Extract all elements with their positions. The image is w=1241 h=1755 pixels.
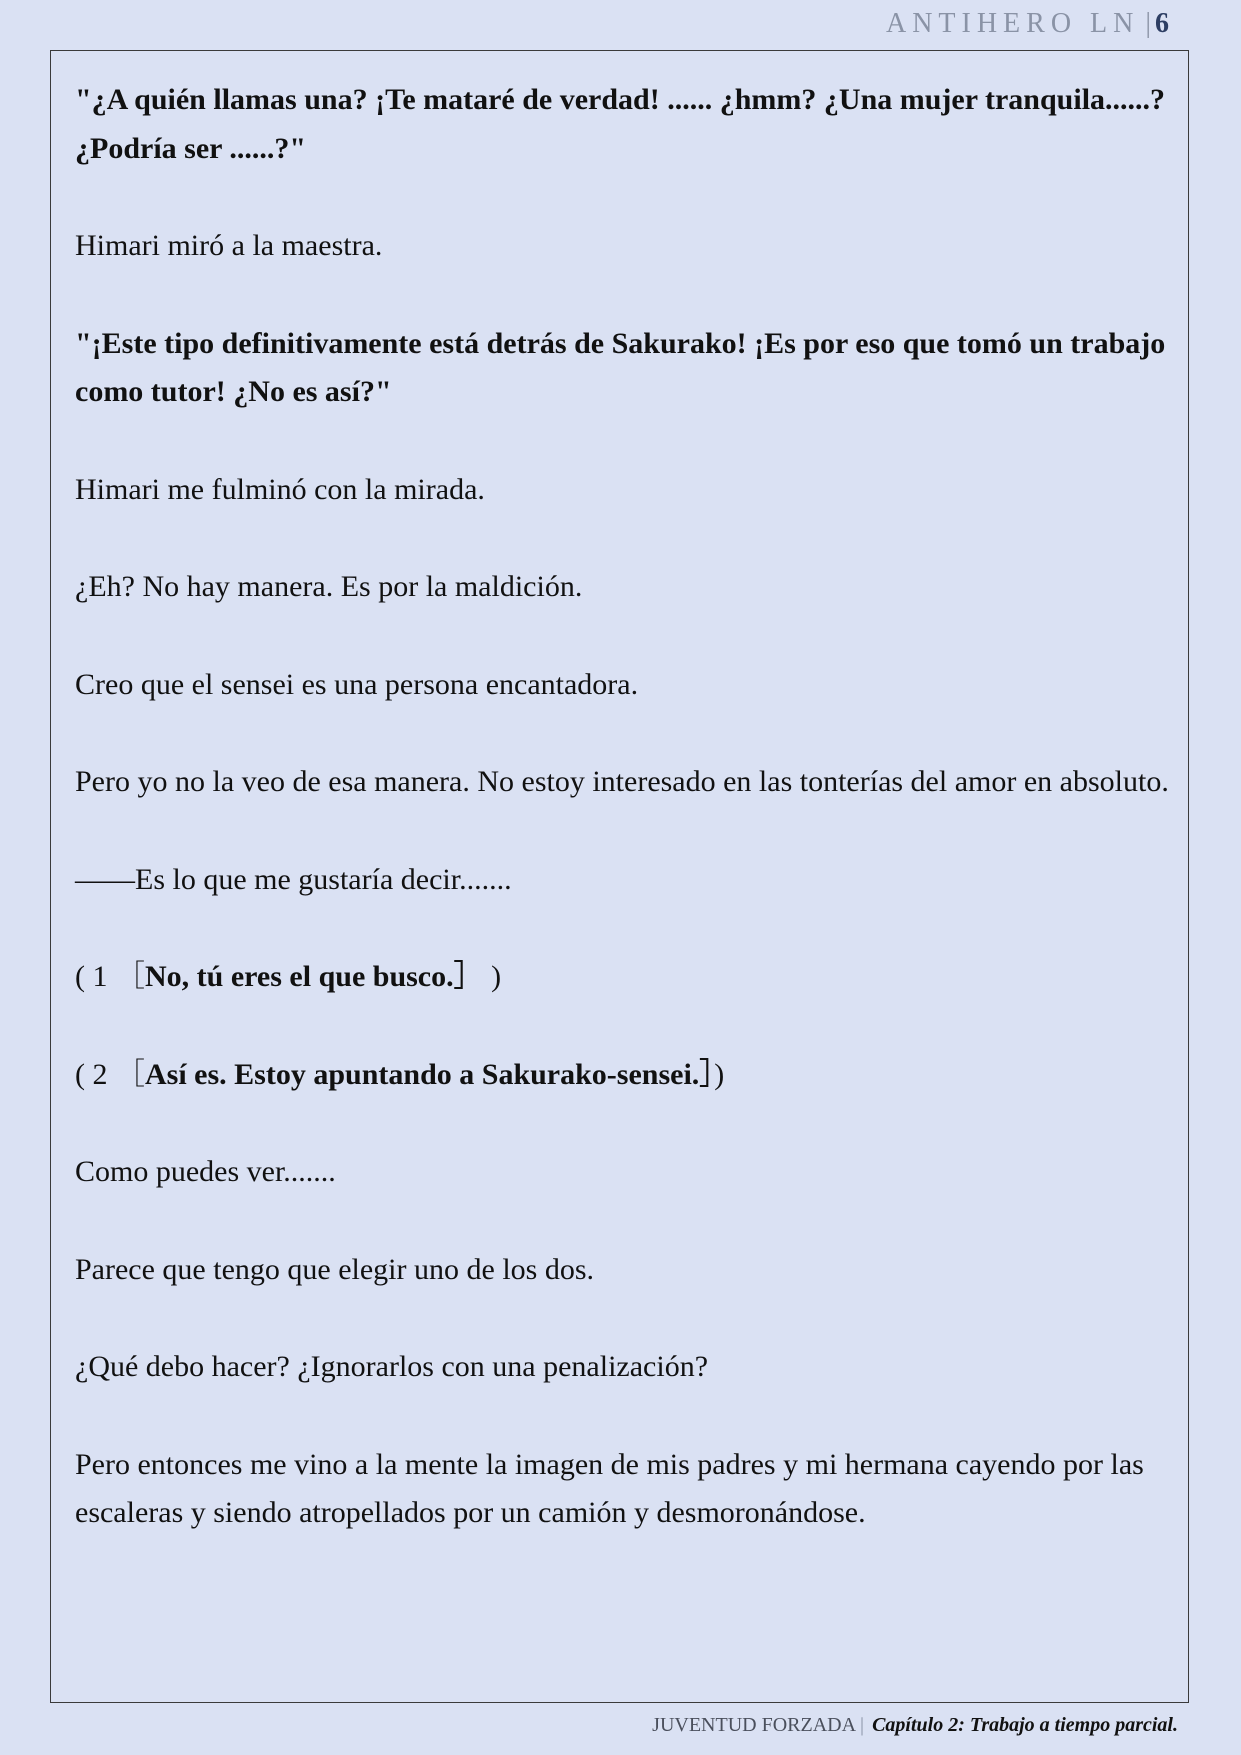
book-title: JUVENTUD FORZADA bbox=[652, 1714, 857, 1736]
page-body bbox=[75, 76, 1175, 1587]
narration-paragraph: ——Es lo que me gustaría decir....... bbox=[75, 862, 512, 896]
narration-paragraph: Como puedes ver....... bbox=[75, 1155, 336, 1188]
choice-suffix: ) bbox=[483, 960, 502, 993]
narration-paragraph: Parece que tengo que elegir uno de los dos. bbox=[75, 1252, 595, 1286]
chapter-title: Capítulo 2: Trabajo a tiempo parcial. bbox=[872, 1714, 1178, 1736]
footer-separator: | bbox=[860, 1714, 865, 1736]
narration-paragraph: Himari me fulminó con la mirada. bbox=[75, 472, 485, 506]
choice-option-2 bbox=[75, 1051, 1175, 1100]
page-header bbox=[886, 6, 1169, 42]
choice-suffix: ) bbox=[714, 1057, 725, 1091]
header-separator: | bbox=[1145, 8, 1151, 39]
narration-paragraph: ¿Eh? No hay manera. Es por la maldición. bbox=[75, 570, 583, 603]
narration-paragraph: Creo que el sensei es una persona encantadora. bbox=[75, 667, 639, 701]
dialogue-paragraph: "¡Este tipo definitivamente está detrás de Sakurako! ¡Es por eso que tomó un trabajo como tutor! ¿No es así?" bbox=[75, 326, 1166, 408]
narration-paragraph: Pero yo no la veo de esa manera. No estoy interesado en las tonterías del amor en absoluto. bbox=[75, 765, 1169, 798]
choice-text: Así es. Estoy apuntando a Sakurako-sensei.］ bbox=[145, 1057, 715, 1091]
choice-text: No, tú eres el que busco.］ bbox=[145, 960, 484, 993]
page-footer bbox=[652, 1710, 1178, 1740]
page-number: 6 bbox=[1155, 8, 1169, 39]
dialogue-paragraph: "¿A quién llamas una? ¡Te mataré de verdad! ...... ¿hmm? ¿Una mujer tranquila......? ¿Podría ser ......?" bbox=[75, 83, 1166, 165]
choice-prefix: ( 2 ［ bbox=[75, 1057, 145, 1091]
narration-paragraph: Pero entonces me vino a la mente la imagen de mis padres y mi hermana cayendo por las escaleras y siendo atropellados por un camión y desmoronándose. bbox=[75, 1447, 1144, 1529]
narration-paragraph: Himari miró a la maestra. bbox=[75, 229, 383, 262]
series-title: ANTIHERO LN bbox=[885, 8, 1140, 39]
narration-paragraph: ¿Qué debo hacer? ¿Ignorarlos con una penalización? bbox=[75, 1350, 709, 1383]
choice-prefix: ( 1 ［ bbox=[75, 960, 145, 993]
choice-option-1 bbox=[75, 953, 1175, 1002]
